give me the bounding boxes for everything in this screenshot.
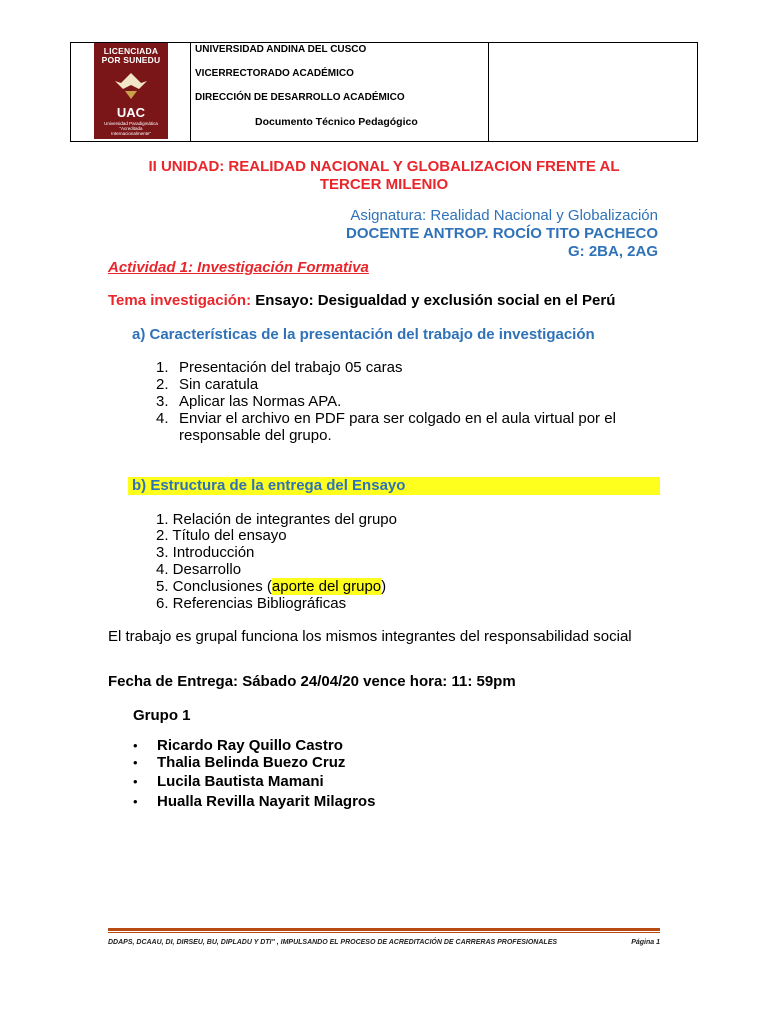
- unit-title-line2: TERCER MILENIO: [319, 176, 449, 193]
- section-b-item-6: 6. Referencias Bibliográficas: [156, 595, 347, 612]
- page-footer: [108, 939, 660, 946]
- research-topic: [108, 292, 615, 309]
- topic-label: Tema investigación:: [108, 292, 252, 309]
- topic-value: Ensayo: Desigualdad y exclusión social en el Perú: [251, 292, 616, 309]
- footer-text: DDAPS, DCAAU, DI, DIRSEU, BU, DIPLADU Y DTI" , IMPULSANDO EL PROCESO DE ACREDITACIÓN DE CARRERAS PROFESIONALES: [108, 939, 558, 946]
- university-logo: [94, 43, 168, 139]
- group-member-4: Hualla Revilla Nayarit Milagros: [157, 793, 376, 810]
- section-a-item-1: Presentación del trabajo 05 caras: [179, 359, 403, 376]
- section-a-item-4-cont: responsable del grupo.: [179, 427, 332, 444]
- logo-text-acreditada: "Acreditada: [119, 126, 143, 131]
- logo-text-internacionalmente: Internacionalmente": [111, 131, 151, 136]
- header-vicerrectorado: VICERRECTORADO ACADÉMICO: [195, 68, 354, 79]
- section-a-item-3: Aplicar las Normas APA.: [179, 393, 342, 410]
- header-university: UNIVERSIDAD ANDINA DEL CUSCO: [195, 44, 367, 55]
- course-groups: G: 2BA, 2AG: [567, 243, 658, 260]
- section-a-num-2: 2.: [156, 376, 169, 393]
- section-b-heading: b) Estructura de la entrega del Ensayo: [132, 477, 406, 494]
- page-number: Página 1: [631, 939, 660, 946]
- section-b-item-5: [156, 578, 386, 595]
- member-bullet-2: •: [133, 755, 138, 770]
- group-note: El trabajo es grupal funciona los mismos integrantes del responsabilidad social: [108, 628, 632, 645]
- group-member-1: Ricardo Ray Quillo Castro: [157, 737, 343, 754]
- section-b-item-4: 4. Desarrollo: [156, 561, 242, 578]
- section-b-item-1: 1. Relación de integrantes del grupo: [156, 511, 397, 528]
- activity-heading: Actividad 1: Investigación Formativa: [108, 259, 369, 276]
- section-b-item-5-close: ): [381, 578, 387, 595]
- group-member-2: Thalia Belinda Buezo Cruz: [157, 754, 346, 771]
- section-b-item-2: 2. Título del ensayo: [156, 527, 287, 544]
- group-title: Grupo 1: [133, 707, 191, 724]
- section-a-item-2: Sin caratula: [179, 376, 259, 393]
- member-bullet-1: •: [133, 738, 138, 753]
- footer-rule-thin: [108, 932, 660, 933]
- section-a-num-3: 3.: [156, 393, 169, 410]
- footer-rule-thick: [108, 928, 660, 931]
- section-b-item-5-text: 5. Conclusiones (: [156, 578, 272, 595]
- logo-text-paradigmatica: Universidad Paradigmática: [104, 121, 158, 126]
- section-b-item-5-highlight: aporte del grupo: [271, 578, 382, 595]
- logo-text-sunedu: POR SUNEDU: [101, 55, 161, 65]
- section-a-heading: a) Características de la presentación del trabajo de investigación: [132, 326, 595, 343]
- logo-text-licenciada: LICENCIADA: [103, 46, 159, 56]
- section-a-item-4: Enviar el archivo en PDF para ser colgado en el aula virtual por el: [179, 410, 616, 427]
- header-document-type: Documento Técnico Pedagógico: [255, 116, 418, 128]
- group-member-3: Lucila Bautista Mamani: [157, 773, 324, 790]
- header-direccion: DIRECCIÓN DE DESARROLLO ACADÉMICO: [195, 92, 405, 103]
- course-teacher: DOCENTE ANTROP. ROCÍO TITO PACHECO: [346, 225, 658, 242]
- section-a-num-4: 4.: [156, 410, 169, 427]
- member-bullet-4: •: [133, 794, 138, 809]
- condor-emblem-icon: [113, 69, 149, 101]
- section-a-num-1: 1.: [156, 359, 169, 376]
- unit-title-line1: II UNIDAD: REALIDAD NACIONAL Y GLOBALIZACION FRENTE AL: [148, 158, 620, 175]
- logo-text-uac: UAC: [116, 105, 146, 120]
- member-bullet-3: •: [133, 774, 138, 789]
- header-right-divider: [488, 43, 489, 141]
- course-subject: Asignatura: Realidad Nacional y Globalización: [350, 207, 658, 224]
- deadline: Fecha de Entrega: Sábado 24/04/20 vence hora: 11: 59pm: [108, 673, 516, 690]
- section-b-item-3: 3. Introducción: [156, 544, 255, 561]
